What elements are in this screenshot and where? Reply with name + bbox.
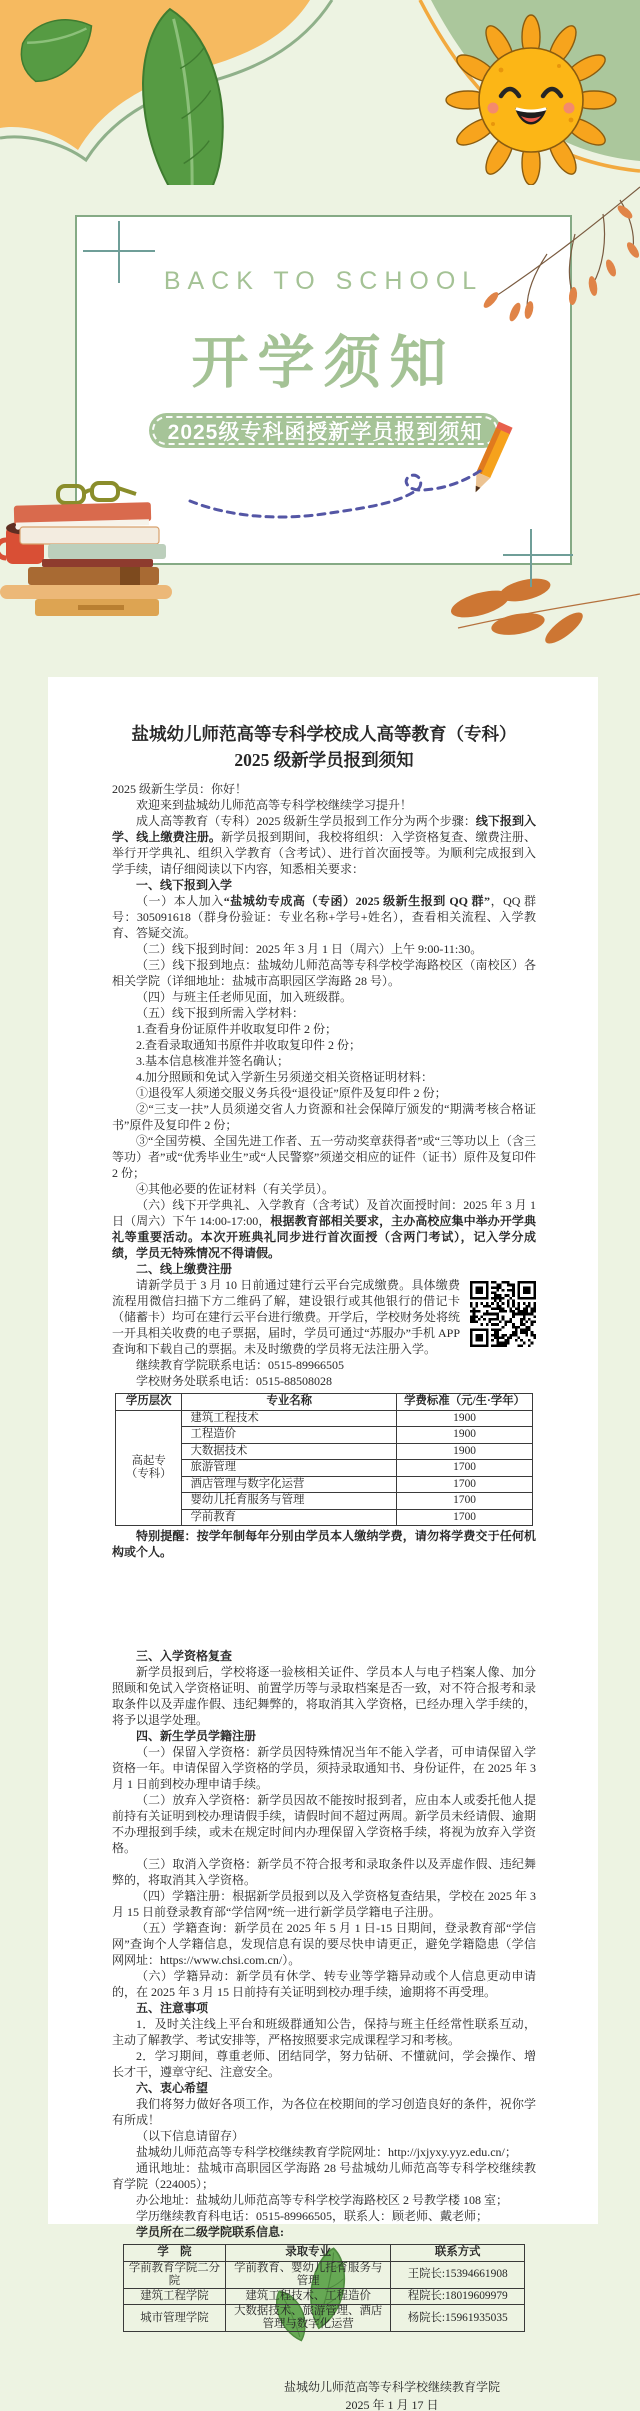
table-row xyxy=(124,2261,525,2288)
section-heading: 六、衷心希望 xyxy=(136,2081,209,2095)
table-cell: 建筑工程技术、工程造价 xyxy=(225,2288,391,2305)
doc-paragraph: 请新学员于 3 月 10 日前通过建行云平台完成缴费。具体缴费流程用微信扫描下方二维码了解，建设银行或其他银行的借记卡（储蓄卡）均可在建行云平台进行缴费。开学后，学校财务处将统一开具相关收费的电子票据，届时，学员可通过“苏服办”手机 APP 查询和下载自己的票据。未及时缴费的学员将无法注册入学。 xyxy=(112,1277,536,1357)
table-cell: 城市管理学院 xyxy=(124,2305,226,2332)
table-cell: 学前教育学院二分院 xyxy=(124,2261,226,2288)
doc-paragraph: （二）放弃入学资格：新学员因故不能按时报到者，应由本人或委托他人提前持有关证明到校办理请假手续，请假时间不超过两周。新学员未经请假、逾期不办理报到手续，或未在规定时间内办理保留入学资格手续，将视为放弃入学资格。 xyxy=(112,1793,536,1855)
doc-paragraph: 新学员报到后，学校将逐一验核相关证件、学员本人与电子档案人像、加分照顾和免试入学资格证明、前置学历等与录取档案是否一致，对不符合报考和录取条件以及弄虚作假、违纪舞弊的，将取消其入学资格，已经办理入学手续的，将予以退学处理。 xyxy=(112,1665,536,1727)
doc-paragraph: 特别提醒：按学年制每年分别由学员本人缴纳学费，请勿将学费交于任何机构或个人。 xyxy=(112,1529,536,1559)
doc-paragraph: 2025 级新生学员：你好！ xyxy=(112,782,248,796)
table-cell: 大数据技术 xyxy=(182,1443,397,1460)
doc-paragraph: ④其他必要的佐证材料（有关学员）。 xyxy=(136,1182,335,1196)
table-cell: 1900 xyxy=(397,1427,533,1444)
table-cell: 1900 xyxy=(397,1410,533,1427)
glasses-icon xyxy=(58,483,136,503)
doc-paragraph: （六）线下开学典礼、入学教育（含考试）及首次面授时间：2025 年 3 月 1 日（周六）下午 14:00-17:00，根据教育部相关要求，主办高校应集中举办开学典礼等重要活动。本次开班典礼同步进行首次面授（含两门考试），记入学分成绩，学员无特殊情况不得请假。 xyxy=(112,1198,536,1260)
table-row xyxy=(116,1410,533,1427)
table-cell: 1700 xyxy=(397,1460,533,1477)
table-cell: 建筑工程技术 xyxy=(182,1410,397,1427)
hero-banner xyxy=(149,413,501,448)
college-contact-table xyxy=(123,2244,525,2332)
doc-paragraph: ②“三支一扶”人员须递交省人力资源和社会保障厅颁发的“期满考核合格证书”原件及复印件 2 份； xyxy=(112,1102,536,1132)
doc-paragraph: 继续教育学院联系电话：0515-89966505 xyxy=(136,1358,344,1372)
signature-block xyxy=(280,2378,504,2411)
doc-paragraph: 2．学习期间，尊重老师、团结同学，努力钻研、不懂就问，学会操作、增长才干，遵章守纪、注意安全。 xyxy=(112,2049,536,2079)
doc-paragraph: （六）学籍异动：新学员有休学、转专业等学籍异动或个人信息更动申请的，在 2025 年 3 月 15 日前持有关证明到校办理手续，逾期将不再受理。 xyxy=(112,1969,536,1999)
table-cell: 旅游管理 xyxy=(182,1460,397,1477)
table-header: 录取专业 xyxy=(225,2245,391,2262)
doc-paragraph: （五）学籍查询：新学员在 2025 年 5 月 1 日-15 日期间，登录教育部“学信网”查询个人学籍信息，发现信息有误的要尽快申请更正，避免学籍隐患（学信网网址：https://www.chsi.com.cn/）。 xyxy=(112,1921,536,1967)
signature-line: 2025 年 1 月 17 日 xyxy=(345,2398,439,2411)
table-header: 联系方式 xyxy=(391,2245,525,2262)
doc-paragraph: 学校财务处联系电话：0515-88508028 xyxy=(136,1374,332,1388)
table-cell: 1700 xyxy=(397,1509,533,1526)
table-cell: 建筑工程学院 xyxy=(124,2288,226,2305)
doc-paragraph: ③“全国劳模、全国先进工作者、五一劳动奖章获得者”或“三等功以上（含三等功）者”或“优秀毕业生”或“人民警察”须递交相应的证件（证书）原件及复印件 2 份； xyxy=(112,1134,536,1180)
signature-line: 盐城幼儿师范高等专科学校继续教育学院 xyxy=(283,2380,500,2394)
section-heading: 一、线下报到入学 xyxy=(136,878,233,892)
document-page xyxy=(48,677,598,2411)
section-heading: 四、新生学员学籍注册 xyxy=(136,1729,257,1743)
doc-paragraph: （四）学籍注册：根据新学员报到以及入学资格复查结果，学校在 2025 年 3 月 15 日前登录教育部“学信网”统一进行新学员学籍电子注册。 xyxy=(112,1889,536,1919)
table-cell: 学前教育、婴幼儿托育服务与管理 xyxy=(225,2261,391,2288)
doc-paragraph: 2.查看录取通知书原件并收取复印件 2 份； xyxy=(136,1038,362,1052)
table-cell: 大数据技术、旅游管理、酒店管理与数字化运营 xyxy=(225,2305,391,2332)
table-header: 学费标准（元/生·学年） xyxy=(397,1394,533,1411)
crosshair-bottomright xyxy=(503,554,573,556)
table-header: 学 院 xyxy=(124,2245,226,2262)
doc-paragraph: （四）与班主任老师见面，加入班级群。 xyxy=(136,990,353,1004)
table-cell: 高起专 （专科） xyxy=(116,1410,182,1526)
doc-paragraph: 我们将努力做好各项工作，为各位在校期间的学习创造良好的条件，祝你学有所成！ xyxy=(112,2097,536,2127)
table-cell: 工程造价 xyxy=(182,1427,397,1444)
doc-paragraph: 盐城幼儿师范高等专科学校继续教育学院网址：http://jxjyxy.yyz.edu.cn/； xyxy=(136,2145,517,2159)
table-row xyxy=(124,2305,525,2332)
table-cell: 杨院长:15961935035 xyxy=(391,2305,525,2332)
page-title: 开学须知 xyxy=(191,331,456,395)
tuition-fee-table xyxy=(115,1393,533,1526)
table-cell: 程院长:18019609979 xyxy=(391,2288,525,2305)
doc-paragraph: 1.查看身份证原件并收取复印件 2 份； xyxy=(136,1022,338,1036)
table-cell: 婴幼儿托育服务与管理 xyxy=(182,1493,397,1510)
table-header: 专业名称 xyxy=(182,1394,397,1411)
doc-paragraph: 学历继续教育科电话：0515-89966505，联系人：顾老师、戴老师； xyxy=(136,2209,488,2223)
section-heading: 三、入学资格复查 xyxy=(136,1649,233,1663)
page-break-gap xyxy=(112,1560,536,1648)
document-title: 盐城幼儿师范高等专科学校成人高等教育（专科） 2025 级新学员报到须知 xyxy=(131,724,517,770)
crosshair-bottomright xyxy=(530,529,532,587)
table-cell: 酒店管理与数字化运营 xyxy=(182,1476,397,1493)
books-stack-decoration xyxy=(0,478,195,618)
table-cell: 王院长:15394661908 xyxy=(391,2261,525,2288)
table-cell: 1900 xyxy=(397,1443,533,1460)
doc-paragraph: 3.基本信息核准并签名确认； xyxy=(136,1054,290,1068)
doc-paragraph: （一）保留入学资格：新学员因特殊情况当年不能入学者，可申请保留入学资格一年。申请保留入学资格的学员，须持录取通知书、身份证件，在 2025 年 3 月 1 日前到校办理申请手续。 xyxy=(112,1745,536,1791)
table-cell: 1700 xyxy=(397,1476,533,1493)
doc-paragraph: ①退役军人须递交服义务兵役“退役证”原件及复印件 2 份； xyxy=(136,1086,447,1100)
doc-paragraph: 欢迎来到盐城幼儿师范高等专科学校继续学习提升！ xyxy=(136,798,413,812)
doc-paragraph: （三）取消入学资格：新学员不符合报考和录取条件以及弄虚作假、违纪舞弊的，将取消其入学资格。 xyxy=(112,1857,536,1887)
doc-paragraph: （五）线下报到所需入学材料： xyxy=(136,1006,305,1020)
table-header: 学历层次 xyxy=(116,1394,182,1411)
berry-branch-decoration xyxy=(435,182,640,332)
top-decoration xyxy=(0,0,640,185)
doc-paragraph: （三）线下报到地点：盐城幼儿师范高等专科学校学海路校区（南校区）各相关学院（详细地址：盐城市高职园区学海路 28 号）。 xyxy=(112,958,536,988)
doc-paragraph: 办公地址：盐城幼儿师范高等专科学校学海路校区 2 号教学楼 108 室； xyxy=(136,2193,509,2207)
hero-banner-label: 2025级专科函授新学员报到须知 xyxy=(167,420,483,444)
hero-subtitle: BACK TO SCHOOL xyxy=(163,267,484,295)
section-heading: 二、线上缴费注册 xyxy=(136,1262,233,1276)
doc-paragraph: （二）线下报到时间：2025 年 3 月 1 日（周六）上午 9:00-11:30。 xyxy=(136,942,483,956)
doc-paragraph: （以下信息请留存） xyxy=(136,2129,245,2143)
table-cell: 1700 xyxy=(397,1493,533,1510)
doc-paragraph: 1．及时关注线上平台和班级群通知公告，保持与班主任经常性联系互动，主动了解教学、考试安排等，严格按照要求完成课程学习和考核。 xyxy=(112,2017,536,2047)
payment-qr-code xyxy=(470,1281,536,1347)
table-row xyxy=(124,2288,525,2305)
table-cell: 学前教育 xyxy=(182,1509,397,1526)
crosshair-topleft xyxy=(83,250,155,252)
doc-paragraph: 学员所在二级学院联系信息: xyxy=(136,2225,284,2239)
orange-branch-decoration xyxy=(428,566,640,651)
doc-paragraph: 通讯地址：盐城市高职园区学海路 28 号盐城幼儿师范高等专科学校继续教育学院（224005）； xyxy=(112,2161,536,2191)
dashed-scribble xyxy=(185,463,495,527)
section-heading: 五、注意事项 xyxy=(136,2001,209,2015)
document-body xyxy=(112,721,536,2411)
doc-paragraph: 4.加分照顾和免试入学新生另须递交相关资格证明材料： xyxy=(136,1070,434,1084)
doc-paragraph: 成人高等教育（专科）2025 级新生学员报到工作分为两个步骤：线下报到入学、线上缴费注册。新学员报到期间，我校将组织：入学资格复查、缴费注册、举行开学典礼、组织入学教育（含考试）、进行首次面授等。为顺利完成报到入学手续，请仔细阅读以下内容，知悉相关要求： xyxy=(112,814,536,876)
doc-paragraph: （一）本人加入“盐城幼专成高（专函）2025 级新生报到 QQ 群”，QQ 群号：305091618（群身份验证：专业名称+学号+姓名），查看相关流程、入学教育、答疑交流。 xyxy=(112,894,536,940)
